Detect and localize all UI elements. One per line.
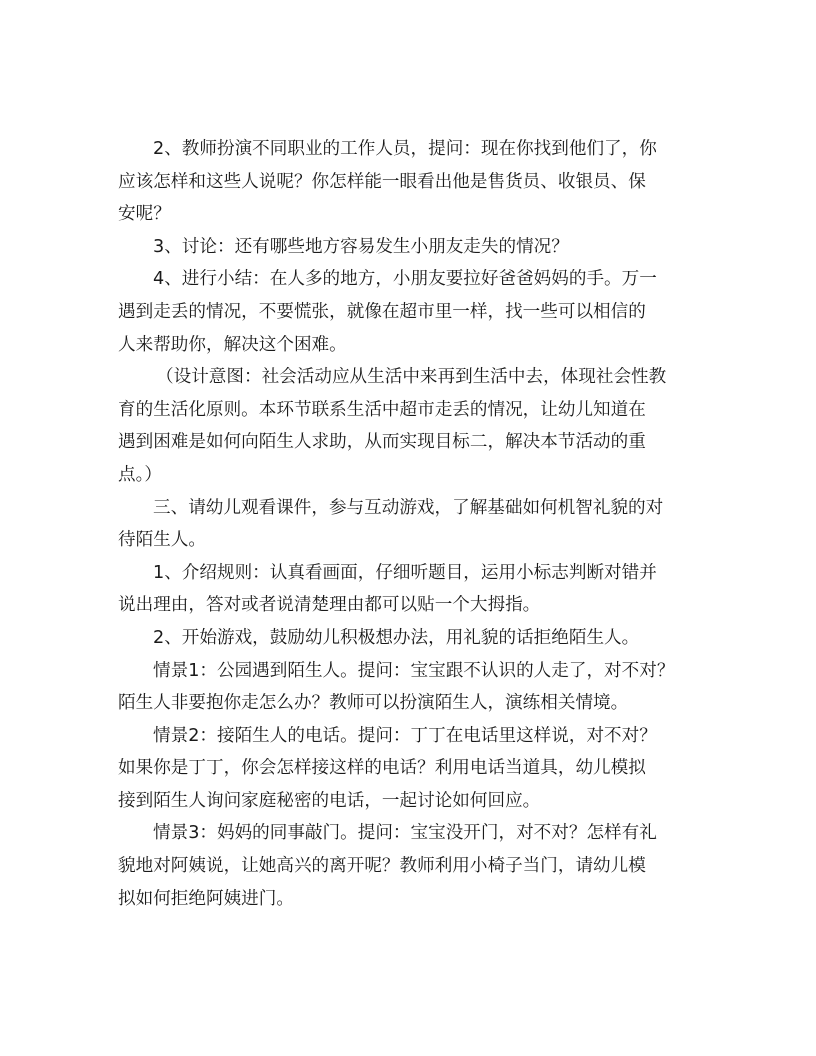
paragraph-line: 待陌生人。 — [118, 530, 206, 551]
paragraph-line: 4、进行小结：在人多的地方，小朋友要拉好爸爸妈妈的手。万一 — [153, 269, 657, 290]
paragraph-line: 遇到困难是如何向陌生人求助，从而实现目标二，解决本节活动的重 — [118, 432, 646, 453]
paragraph-line: 貌地对阿姨说，让她高兴的离开呢？教师利用小椅子当门，请幼儿模 — [118, 856, 646, 877]
paragraph-line: 2、开始游戏，鼓励幼儿积极想办法，用礼貌的话拒绝陌生人。 — [153, 627, 640, 648]
paragraph-line: 3、讨论：还有哪些地方容易发生小朋友走失的情况？ — [153, 236, 569, 257]
document-body — [118, 133, 698, 915]
paragraph-line: 情景2：接陌生人的电话。提问：丁丁在电话里这样说，对不对？ — [153, 725, 657, 746]
paragraph-line: 说出理由，答对或者说清楚理由都可以贴一个大拇指。 — [118, 595, 541, 616]
paragraph-line: 情景1：公园遇到陌生人。提问：宝宝跟不认识的人走了，对不对？ — [153, 660, 675, 681]
paragraph-line: 情景3：妈妈的同事敲门。提问：宝宝没开门，对不对？怎样有礼 — [153, 823, 657, 844]
paragraph-line: 遇到走丢的情况，不要慌张，就像在超市里一样，找一些可以相信的 — [118, 301, 646, 322]
paragraph-line: 应该怎样和这些人说呢？你怎样能一眼看出他是售货员、收银员、保 — [118, 171, 646, 192]
paragraph-line: 如果你是丁丁，你会怎样接这样的电话？利用电话当道具，幼儿模拟 — [118, 758, 646, 779]
paragraph-line: 2、教师扮演不同职业的工作人员，提问：现在你找到他们了，你 — [153, 139, 657, 159]
paragraph-line: （设计意图：社会活动应从生活中来再到生活中去，体现社会性教 — [156, 367, 667, 388]
paragraph-line: 1、介绍规则：认真看画面，仔细听题目，运用小标志判断对错并 — [153, 562, 657, 583]
paragraph-line: 拟如何拒绝阿姨进门。 — [118, 888, 294, 909]
paragraph-line: 育的生活化原则。本环节联系生活中超市走丢的情况，让幼儿知道在 — [118, 399, 646, 420]
paragraph-line: 三、请幼儿观看课件，参与互动游戏，了解基础如何机智礼貌的对 — [153, 497, 664, 518]
paragraph-line: 人来帮助你，解决这个困难。 — [118, 334, 347, 355]
paragraph-line: 陌生人非要抱你走怎么办？教师可以扮演陌生人，演练相关情境。 — [118, 693, 629, 714]
paragraph-line: 安呢？ — [118, 204, 171, 225]
paragraph-line: 接到陌生人询问家庭秘密的电话，一起讨论如何回应。 — [118, 790, 541, 811]
paragraph-line: 点。） — [118, 464, 162, 485]
